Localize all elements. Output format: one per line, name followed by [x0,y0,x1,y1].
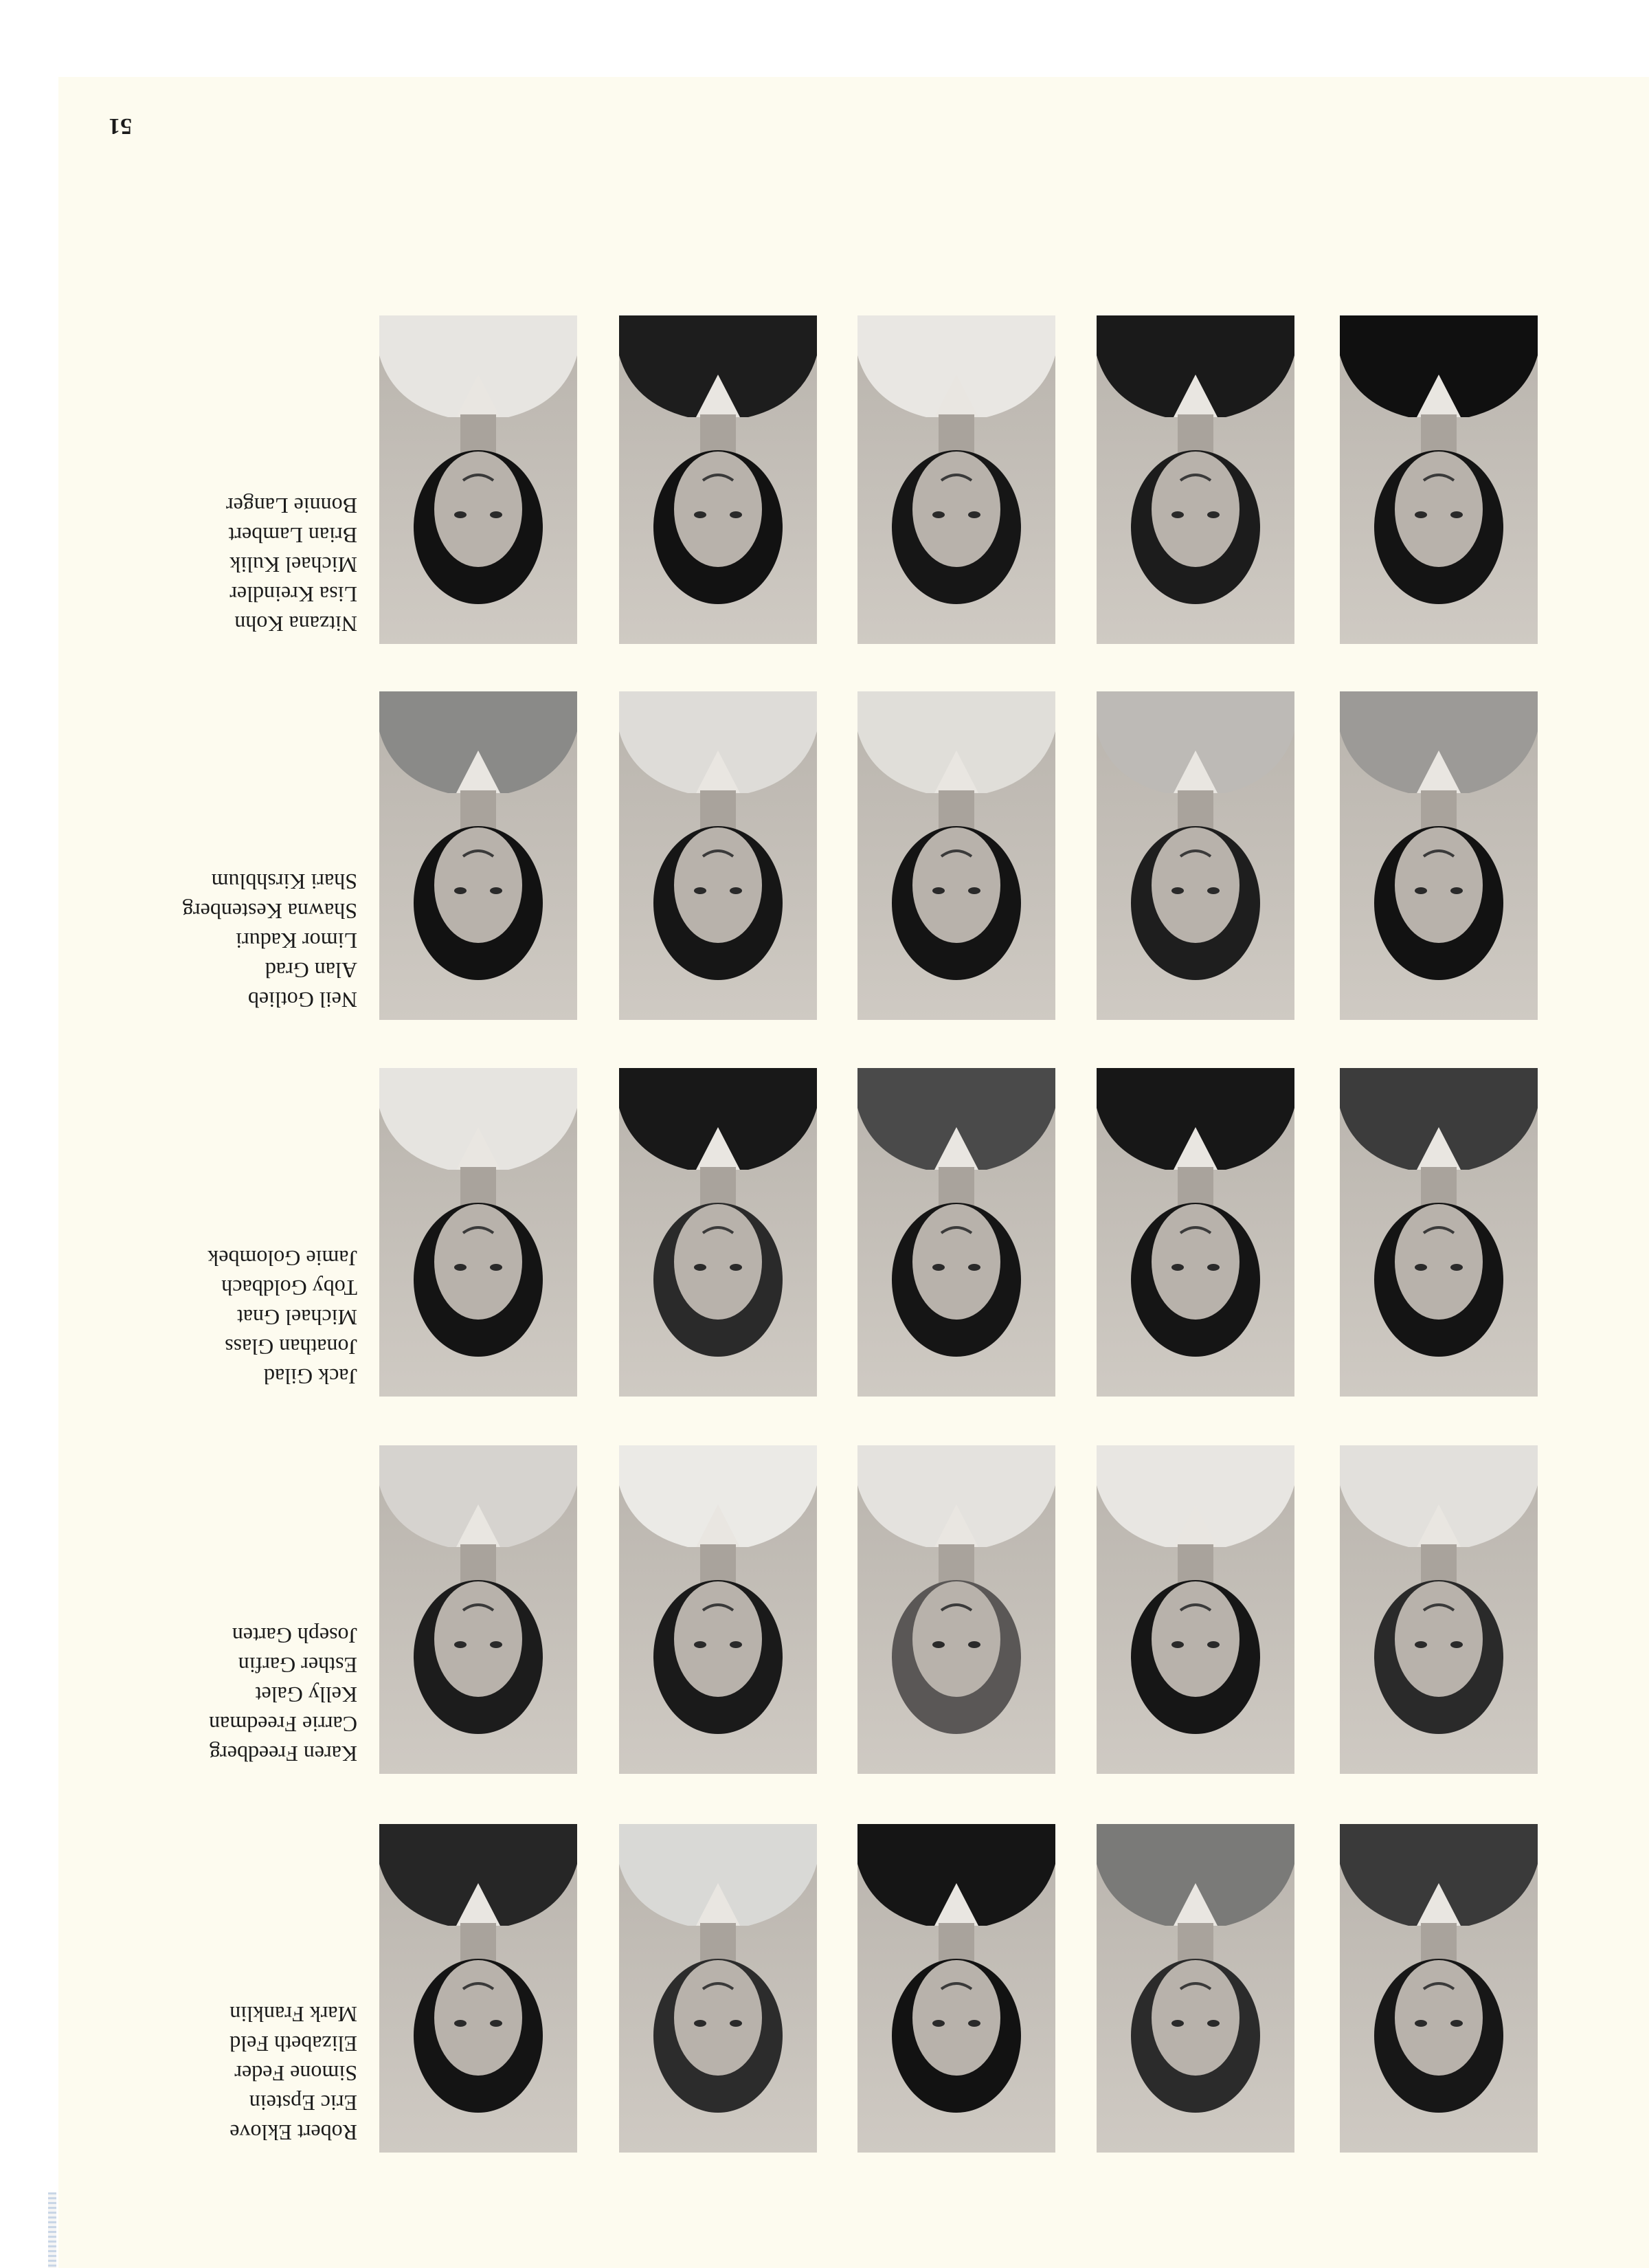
student-portrait-photo [619,1445,817,1774]
student-name: Simone Feder [234,2061,357,2086]
student-portrait-photo [1340,691,1538,1020]
student-name: Shawna Kestenberg [182,899,357,924]
portrait-figure [619,1068,817,1397]
student-portrait-photo [379,1445,577,1774]
portrait-figure [619,691,817,1020]
portrait-figure [1097,1068,1294,1397]
student-portrait-photo [1340,1068,1538,1397]
portrait-figure [1340,1068,1538,1397]
portrait-figure [857,691,1055,1020]
student-name: Michael Kulik [229,553,357,577]
name-list [179,491,357,638]
name-list [179,1621,357,1768]
student-name: Alan Grad [265,958,357,983]
student-name: Jack Gilad [264,1364,357,1389]
portrait-figure [1340,315,1538,644]
portrait-figure [379,315,577,644]
name-list [179,1243,357,1391]
student-name: Carrie Freedman [209,1712,357,1737]
student-name: Kelly Galet [255,1682,357,1707]
student-portrait-photo [1097,1824,1294,2153]
portrait-figure [1340,1824,1538,2153]
student-portrait-photo [1340,1445,1538,1774]
portrait-figure [619,1824,817,2153]
student-name: Shari Kirshblum [211,869,357,894]
portrait-figure [379,1824,577,2153]
name-list [179,1999,357,2147]
student-name: Robert Eklove [229,2120,357,2145]
student-portrait-photo [619,315,817,644]
portrait-figure [857,315,1055,644]
student-name: Lisa Kreindler [229,582,357,607]
student-portrait-photo [379,1824,577,2153]
student-name: Eric Epstein [249,2091,357,2115]
student-name: Jonathan Glass [225,1335,357,1359]
student-portrait-photo [619,1068,817,1397]
portrait-figure [1097,1824,1294,2153]
portrait-row [0,314,1649,644]
student-name: Joseph Garten [232,1623,357,1648]
portrait-figure [619,1445,817,1774]
student-name: Bonnie Langer [225,493,357,518]
student-name: Nitzana Kohn [234,612,357,636]
student-portrait-photo [379,315,577,644]
student-portrait-photo [1097,1445,1294,1774]
portrait-figure [1097,1445,1294,1774]
student-portrait-photo [379,1068,577,1397]
portrait-figure [1097,315,1294,644]
portrait-figure [857,1445,1055,1774]
student-portrait-photo [857,691,1055,1020]
portrait-figure [857,1824,1055,2153]
portrait-figure [379,1445,577,1774]
student-name: Limor Kaduri [236,929,357,953]
student-name: Mark Franklin [229,2002,357,2027]
student-portrait-photo [619,1824,817,2153]
name-list [179,867,357,1014]
page-number: 51 [109,113,132,139]
student-portrait-photo [857,1068,1055,1397]
portrait-row [0,690,1649,1020]
portrait-figure [857,1068,1055,1397]
student-name: Brian Lambert [228,523,357,548]
portrait-row [0,1067,1649,1397]
student-portrait-photo [857,1445,1055,1774]
portrait-row [0,1444,1649,1774]
portrait-figure [619,315,817,644]
student-name: Michael Gnat [236,1305,357,1330]
student-portrait-photo [1097,1068,1294,1397]
portrait-figure [1340,691,1538,1020]
student-portrait-photo [1097,315,1294,644]
student-portrait-photo [857,315,1055,644]
student-name: Elizabeth Feld [229,2032,357,2056]
student-name: Jamie Golombek [207,1246,357,1271]
portrait-figure [379,1068,577,1397]
portrait-row [0,1823,1649,2153]
student-portrait-photo [857,1824,1055,2153]
portrait-figure [1097,691,1294,1020]
student-portrait-photo [1340,315,1538,644]
student-portrait-photo [379,691,577,1020]
student-name: Neil Gotlieb [247,988,357,1012]
student-name: Karen Freedberg [209,1742,357,1766]
student-name: Esther Garfin [238,1653,357,1678]
portrait-figure [379,691,577,1020]
student-name: Toby Goldbach [221,1276,357,1300]
student-portrait-photo [1340,1824,1538,2153]
student-portrait-photo [1097,691,1294,1020]
student-portrait-photo [619,691,817,1020]
portrait-figure [1340,1445,1538,1774]
